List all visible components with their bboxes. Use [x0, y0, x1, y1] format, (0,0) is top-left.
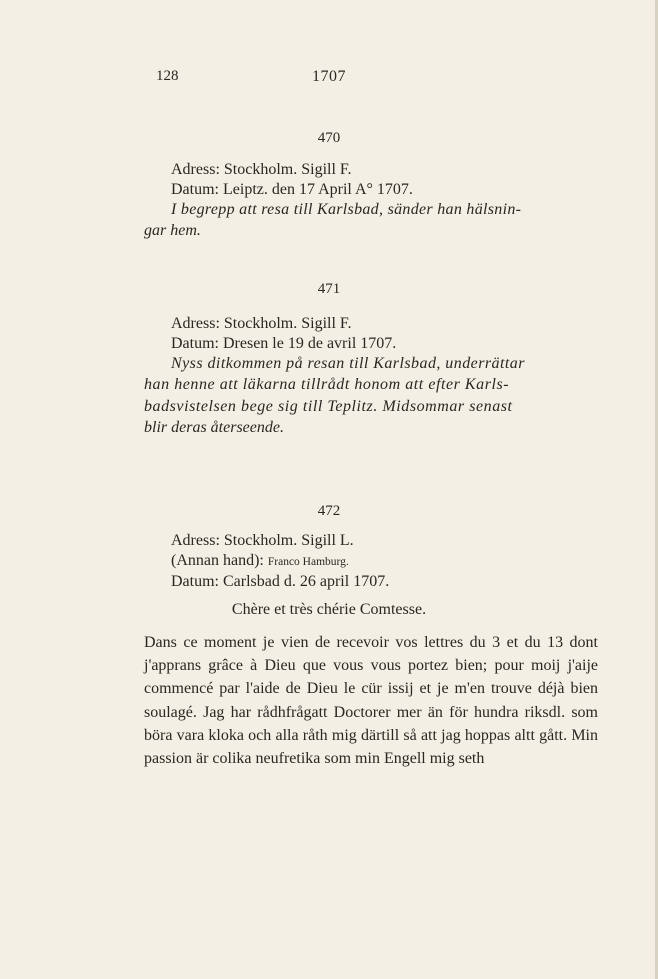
- letter-date: Datum: Carlsbad d. 26 april 1707.: [171, 573, 390, 590]
- letter-other-hand: [171, 552, 349, 570]
- letter-date: Datum: Leiptz. den 17 April A° 1707.: [171, 181, 413, 198]
- letter-summary-line: han henne att läkarna tillrådt honom att efter Karls-: [144, 376, 510, 393]
- letter-number: 472: [317, 503, 341, 519]
- letter-summary-line: Nyss ditkommen på resan till Karlsbad, underrättar: [171, 355, 525, 372]
- other-hand-label: (Annan hand):: [171, 552, 264, 569]
- letter-summary-line: badsvistelsen bege sig till Teplitz. Midsommar senast: [144, 398, 513, 415]
- other-hand-text: Franco Hamburg.: [267, 556, 349, 568]
- letter-body: Dans ce moment je vien de recevoir vos lettres du 3 et du 13 dont j'apprans grâce à Dieu que vous vous portez bien; pour moij j'aije commencé par l'aide de Dieu le cür issij et je m'en trouve déjà bien soulagé. Jag har rådhfrågatt Doctorer mer än för hundra riksdl. som böra vara kloka och alla råth mig därtill så att jag hoppas altt gått. Min passion är colika neufretika som min Engell mig seth: [144, 634, 598, 768]
- letter-summary-line: I begrepp att resa till Karlsbad, sänder han hälsnin-: [171, 201, 522, 218]
- letter-summary-line: gar hem.: [144, 222, 201, 239]
- letter-salutation: Chère et très chérie Comtesse.: [231, 601, 427, 618]
- letter-number: 471: [317, 281, 341, 297]
- running-head: 1707: [312, 68, 346, 85]
- letter-address: Adress: Stockholm. Sigill L.: [171, 532, 354, 549]
- letter-address: Adress: Stockholm. Sigill F.: [171, 315, 352, 332]
- letter-number: 470: [317, 130, 341, 146]
- page-number: 128: [156, 68, 179, 84]
- letter-summary-line: blir deras återseende.: [144, 419, 284, 436]
- letter-date: Datum: Dresen le 19 de avril 1707.: [171, 335, 397, 352]
- letter-address: Adress: Stockholm. Sigill F.: [171, 161, 352, 178]
